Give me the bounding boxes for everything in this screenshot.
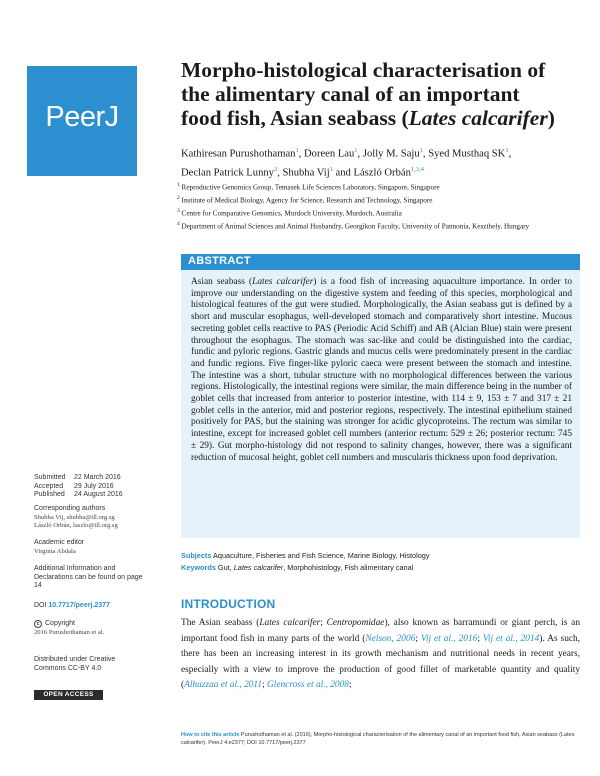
editor-name: Virginia Abdala xyxy=(34,547,76,555)
introduction-heading: INTRODUCTION xyxy=(181,597,276,611)
additional-info-text[interactable]: Additional Information and Declarations can be found on page 14 xyxy=(34,565,143,590)
keywords-start: Gut, xyxy=(217,562,234,572)
intro-text-seg: ; xyxy=(348,680,352,691)
author-sup: 1 xyxy=(295,147,299,154)
affiliation-num: 1 xyxy=(177,182,180,188)
accepted-value: 29 July 2016 xyxy=(74,482,114,490)
accepted-date xyxy=(34,483,144,492)
corresponding-heading: Corresponding authors xyxy=(34,505,106,512)
copyright-row xyxy=(34,620,144,629)
how-to-cite xyxy=(181,732,581,747)
affiliation xyxy=(177,193,577,206)
copyright-holder: 2016 Purushothaman et al. xyxy=(34,628,105,636)
copyright-label: Copyright xyxy=(45,620,75,627)
intro-text-seg: ; xyxy=(477,633,483,644)
license-text[interactable]: Distributed under Creative Commons CC-BY 4.0 xyxy=(34,656,116,672)
citation-link[interactable]: Alhazzaa et al., 2011 xyxy=(184,680,263,691)
published-date xyxy=(34,491,144,500)
abstract-text xyxy=(191,277,572,464)
author-sep: , xyxy=(298,148,304,160)
open-access-badge: OPEN ACCESS xyxy=(34,690,103,700)
author-sep: and xyxy=(332,167,354,179)
citation-link[interactable]: Glencross et al., 2008 xyxy=(267,680,349,691)
doi-link[interactable]: 10.7717/peerj.2377 xyxy=(48,602,110,609)
editor-heading: Academic editor xyxy=(34,539,85,546)
citation-link[interactable]: Vij et al., 2016 xyxy=(420,633,478,644)
intro-text-seg: ; xyxy=(320,618,327,628)
abstract-body: ) is a food fish of increasing aquaculture importance. In order to improve our understanding on the digestive system and feeding of this species, morphological and histological features of the gut were studied. Morphologically, the Asian seabass gut is defined by a short and muscular esophagus, well-developed stomach and comparatively short intestine. Mucous secreting goblet cells reactive to PAS (Periodic Acid Schiff) and AB (Alcian Blue) stain were present throughout the esophagus. The stomach was sac-like and could be distinguished into the cardiac, fundic and pyloric regions. Gastric glands and mucus cells were predominately present in the cardiac and fundic regions. Five finger-like pyloric caeca were present between the stomach and intestine. The intestine was a short, tubular structure with no morphological differences between the various regions. Histologically, the intestinal regions were similar, the main difference being in the number of goblet cells that increased from anterior to posterior intestine, with 114 ± 9, 153 ± 7 and 317 ± 21 goblet cells in the anterior, mid and posterior regions, respectively. The intestinal epithelium stained positively for PAS, but the staining was stronger for acidic glycoproteins. The rectum was similar to intestine, except for increased goblet cell numbers (anterior rectum: 529 ± 26; posterior rectum: 745 ± 29). Gut morpho-histology did not respond to salinity changes, however, there was a significant reduction of mucosal height, goblet cell numbers and muscularis thickness upon food deprivation. xyxy=(191,277,572,463)
affiliation xyxy=(177,219,577,232)
affiliation-num: 4 xyxy=(177,220,180,227)
affiliation-num: 2 xyxy=(177,194,180,201)
additional-info[interactable] xyxy=(34,565,144,591)
keywords-rest: , Morphohistology, Fish alimentary canal xyxy=(283,562,414,572)
affiliation xyxy=(177,180,577,193)
author-sep: , xyxy=(422,148,429,160)
submitted-label: Submitted xyxy=(34,474,66,481)
abstract-heading: ABSTRACT xyxy=(188,255,251,267)
doi-label: DOI xyxy=(34,602,47,609)
subjects-keywords xyxy=(181,550,581,573)
peerj-logo xyxy=(27,66,137,176)
author[interactable]: Doreen Lau xyxy=(304,148,355,160)
abstract-start: Asian seabass ( xyxy=(191,277,253,287)
intro-text-seg: ; xyxy=(262,680,268,691)
affiliation-text: Department of Animal Sciences and Animal Husbandry, Georgikon Faculty, University of Pannonia, Keszthely, Hungary xyxy=(181,222,530,231)
author-sep: , xyxy=(277,167,283,179)
author-sep: , xyxy=(357,148,363,160)
author[interactable]: Syed Musthaq SK xyxy=(428,148,506,160)
corresponding-author-1[interactable]: Shubha Vij, shubha@tll.org.sg xyxy=(34,513,115,521)
author[interactable]: László Orbán xyxy=(353,167,411,179)
doi xyxy=(34,602,144,611)
title-line-3-end: ) xyxy=(547,106,555,130)
affiliation-text: Centre for Comparative Genomics, Murdoch University, Murdoch, Australia xyxy=(181,209,402,218)
accepted-label: Accepted xyxy=(34,482,64,490)
intro-text-seg: ), also known as barramundi or giant perch, is an important food fish in many parts of the world ( xyxy=(181,618,580,644)
citation-link[interactable]: Vij et al., 2014 xyxy=(482,633,540,644)
affiliation xyxy=(177,206,577,219)
subjects-value: Aquaculture, Fisheries and Fish Science, Marine Biology, Histology xyxy=(213,551,430,560)
intro-family: Centropomidae xyxy=(326,618,385,628)
intro-text-seg: ; xyxy=(415,633,421,644)
author-sup: 1,3,4 xyxy=(410,166,424,174)
title-line-2: the alimentary canal of an important xyxy=(181,82,520,106)
title-line-1: Morpho-histological characterisation of xyxy=(181,58,546,82)
published-value: 24 August 2016 xyxy=(74,491,123,499)
author-sep: , xyxy=(508,148,512,160)
author[interactable]: Declan Patrick Lunny xyxy=(181,167,274,179)
logo-text: PeerJ xyxy=(45,101,119,133)
keywords-label: Keywords xyxy=(181,562,216,572)
license[interactable] xyxy=(34,656,144,673)
author-sup: 1 xyxy=(354,147,358,154)
abstract-header xyxy=(181,254,580,270)
author-list xyxy=(181,143,581,181)
corresponding-author-2[interactable]: László Orbán, laszlo@tll.org.sg xyxy=(34,521,118,529)
published-label: Published xyxy=(34,491,65,499)
keywords-species: Lates calcarifer xyxy=(233,562,284,572)
affiliation-num: 3 xyxy=(177,207,180,214)
affiliation-text: Institute of Medical Biology, Agency for Science, Research and Technology, Singapore xyxy=(181,196,433,205)
author[interactable]: Jolly M. Saju xyxy=(362,148,420,160)
submitted-value: 22 March 2016 xyxy=(74,474,121,481)
author[interactable]: Shubha Vij xyxy=(282,167,330,179)
author-sup: 1 xyxy=(329,166,333,174)
affiliations xyxy=(177,180,577,232)
author-sup: 2 xyxy=(273,166,278,174)
how-to-cite-text: Purushothaman et al. (2016), Morpho-histological characterisation of the alimentary canal of an important food fish, Asian seabass (Lates calcarifer). PeerJ 4:e2377; DOI 10.7717/peerj.2377 xyxy=(181,732,575,746)
author-sup: 1 xyxy=(505,147,509,154)
title-line-3: food fish, Asian seabass ( xyxy=(181,106,409,130)
intro-text-seg: The Asian seabass ( xyxy=(181,618,260,628)
affiliation-text: Reproductive Genomics Group, Temasek Life Sciences Laboratory, Singapore, Singapore xyxy=(181,183,440,192)
introduction-text xyxy=(181,616,580,694)
keywords-row xyxy=(181,562,581,574)
how-to-cite-label: How to cite this article xyxy=(181,732,240,738)
abstract-species: Lates calcarifer xyxy=(252,277,314,287)
submitted-date xyxy=(34,474,144,483)
subjects-row xyxy=(181,550,581,562)
publication-dates xyxy=(34,474,144,500)
subjects-label: Subjects xyxy=(181,551,212,560)
author-sup: 1 xyxy=(419,147,423,154)
author[interactable]: Kathiresan Purushothaman xyxy=(181,148,296,160)
citation-link[interactable]: Nelson, 2006 xyxy=(365,633,416,644)
academic-editor xyxy=(34,539,144,556)
intro-species: Lates calcarifer xyxy=(259,618,321,628)
copyright xyxy=(34,620,144,637)
intro-text-seg: ). As such, there has been an increasing interest in its growth mechanism and nutritional needs in recent years, especially with a view to improve the production of good fillet of marketable quantity and quality ( xyxy=(181,633,581,691)
copyright-icon: c xyxy=(34,620,42,628)
article-title xyxy=(181,58,581,130)
corresponding-authors xyxy=(34,505,144,530)
title-species: Lates calcarifer xyxy=(408,106,548,130)
